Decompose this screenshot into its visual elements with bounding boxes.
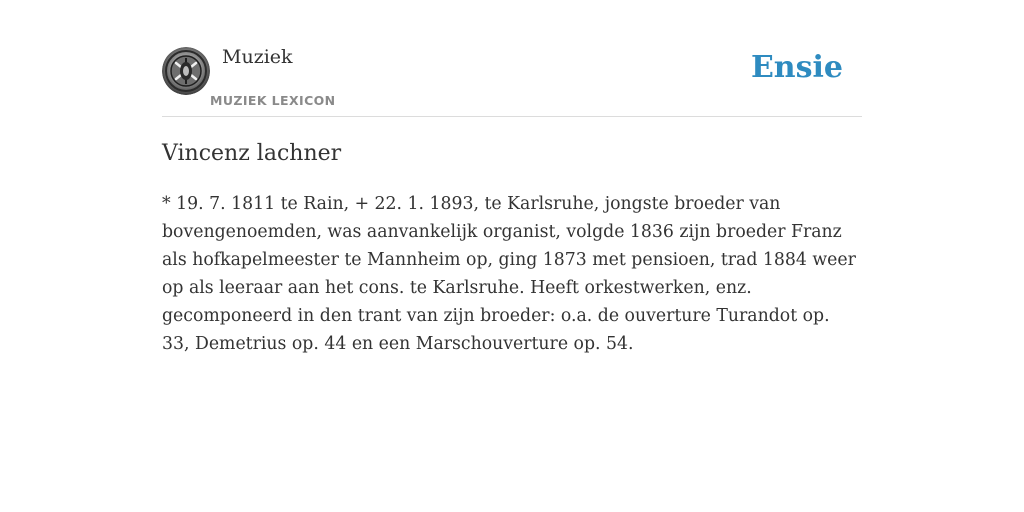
entry-title: Vincenz lachner [162,141,342,166]
source-title-link[interactable]: Muziek [222,46,293,68]
entry-card [162,40,862,358]
brand-logo-link[interactable]: Ensie [750,50,843,85]
music-emblem-icon [162,47,210,95]
source-avatar[interactable] [162,47,210,95]
entry-body-text: * 19. 7. 1811 te Rain, + 22. 1. 1893, te Karlsruhe, jongste broeder van bovengenoemden, was aanvankelijk organist, volgde 1836 zijn broeder Franz als hofkapelmeester te Mannheim op, ging 1873 met pensioen, trad 1884 weer op als leeraar aan het cons. te Karlsruhe. Heeft orkestwerken, enz. gecomponeerd in den trant van zijn broeder: o.a. de ouverture Turandot op. 33, Demetrius op. 44 en een Marschouverture op. 54. [162,194,856,354]
entry-header [162,40,862,117]
source-subtitle: MUZIEK LEXICON [210,93,336,108]
